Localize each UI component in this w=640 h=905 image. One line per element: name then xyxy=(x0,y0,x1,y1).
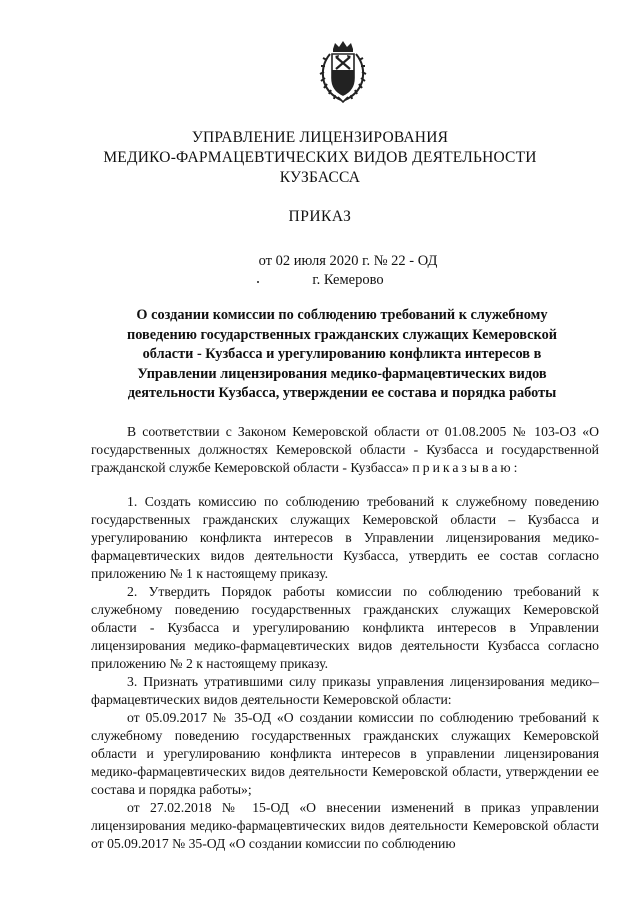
organization-name xyxy=(0,128,640,188)
org-line-3: КУЗБАССА xyxy=(279,169,361,186)
order-word: приказываю: xyxy=(412,460,521,475)
document-title xyxy=(96,306,588,404)
title-line-3: области - Кузбасса и урегулированию конфликта интересов в xyxy=(142,346,542,362)
preamble-paragraph xyxy=(91,423,599,477)
title-line-2: поведению государственных гражданских служащих Кемеровской xyxy=(127,326,557,343)
preamble-text: В соответствии с Законом Кемеровской области от 01.08.2005 № 103-ОЗ «О государственных должностях Кемеровской области - Кузбасса и государственной гражданской службе Кемеровской области - Кузбасса» xyxy=(91,424,599,475)
document-body xyxy=(91,423,599,853)
paragraph-item-3: 3. Признать утратившими силу приказы управления лицензирования медико–фармацевтических видов деятельности Кемеровской области: xyxy=(91,674,599,707)
city: г. Кемерово xyxy=(312,272,384,288)
date-and-number-block xyxy=(28,252,640,290)
org-line-2: МЕДИКО-ФАРМАЦЕВТИЧЕСКИХ ВИДОВ ДЕЯТЕЛЬНОСТИ xyxy=(103,149,537,166)
org-line-1: УПРАВЛЕНИЕ ЛИЦЕНЗИРОВАНИЯ xyxy=(191,129,449,146)
coat-of-arms-emblem xyxy=(316,40,370,104)
paragraph-item-3-b: от 27.02.2018 № 15-ОД «О внесении изменений в приказ управлении лицензирования медико-фармацевтических видов деятельности Кемеровской области от 05.09.2017 № 35-ОД «О создании комиссии по соблюдению xyxy=(91,800,599,851)
document-type: ПРИКАЗ xyxy=(288,208,352,225)
paragraph-item-1: 1. Создать комиссию по соблюдению требований к служебному поведению государственных гражданских служащих Кемеровской области – Кузбасса и урегулированию конфликта интересов в Управлении лицензирования медико-фармацевтических видов деятельности Кузбасса, утвердить ее состав согласно приложению № 1 к настоящему приказу. xyxy=(91,494,599,581)
title-line-1: О создании комиссии по соблюдению требований к служебному xyxy=(136,307,548,323)
paragraph-item-2: 2. Утвердить Порядок работы комиссии по соблюдению требований к служебному поведению государственных гражданских служащих Кемеровской области - Кузбасса и урегулированию конфликта интересов в Управлении лицензирования медико-фармацевтических видов деятельности Кузбасса согласно приложению № 2 к настоящему приказу. xyxy=(91,584,599,671)
stray-dot xyxy=(257,281,259,283)
title-line-4: Управлении лицензирования медико-фармацевтических видов xyxy=(137,365,547,382)
date-number: от 02 июля 2020 г. № 22 - ОД xyxy=(258,253,438,269)
title-line-5: деятельности Кузбасса, утверждении ее состава и порядка работы xyxy=(127,385,557,401)
paragraph-item-3-a: от 05.09.2017 № 35-ОД «О создании комиссии по соблюдению требований к служебному поведению государственных гражданских служащих Кемеровской области и урегулированию конфликта интересов в управлении лицензирования медико-фармацевтических видов деятельности Кемеровской области, утверждении ее состава и порядка работы»; xyxy=(91,710,599,797)
